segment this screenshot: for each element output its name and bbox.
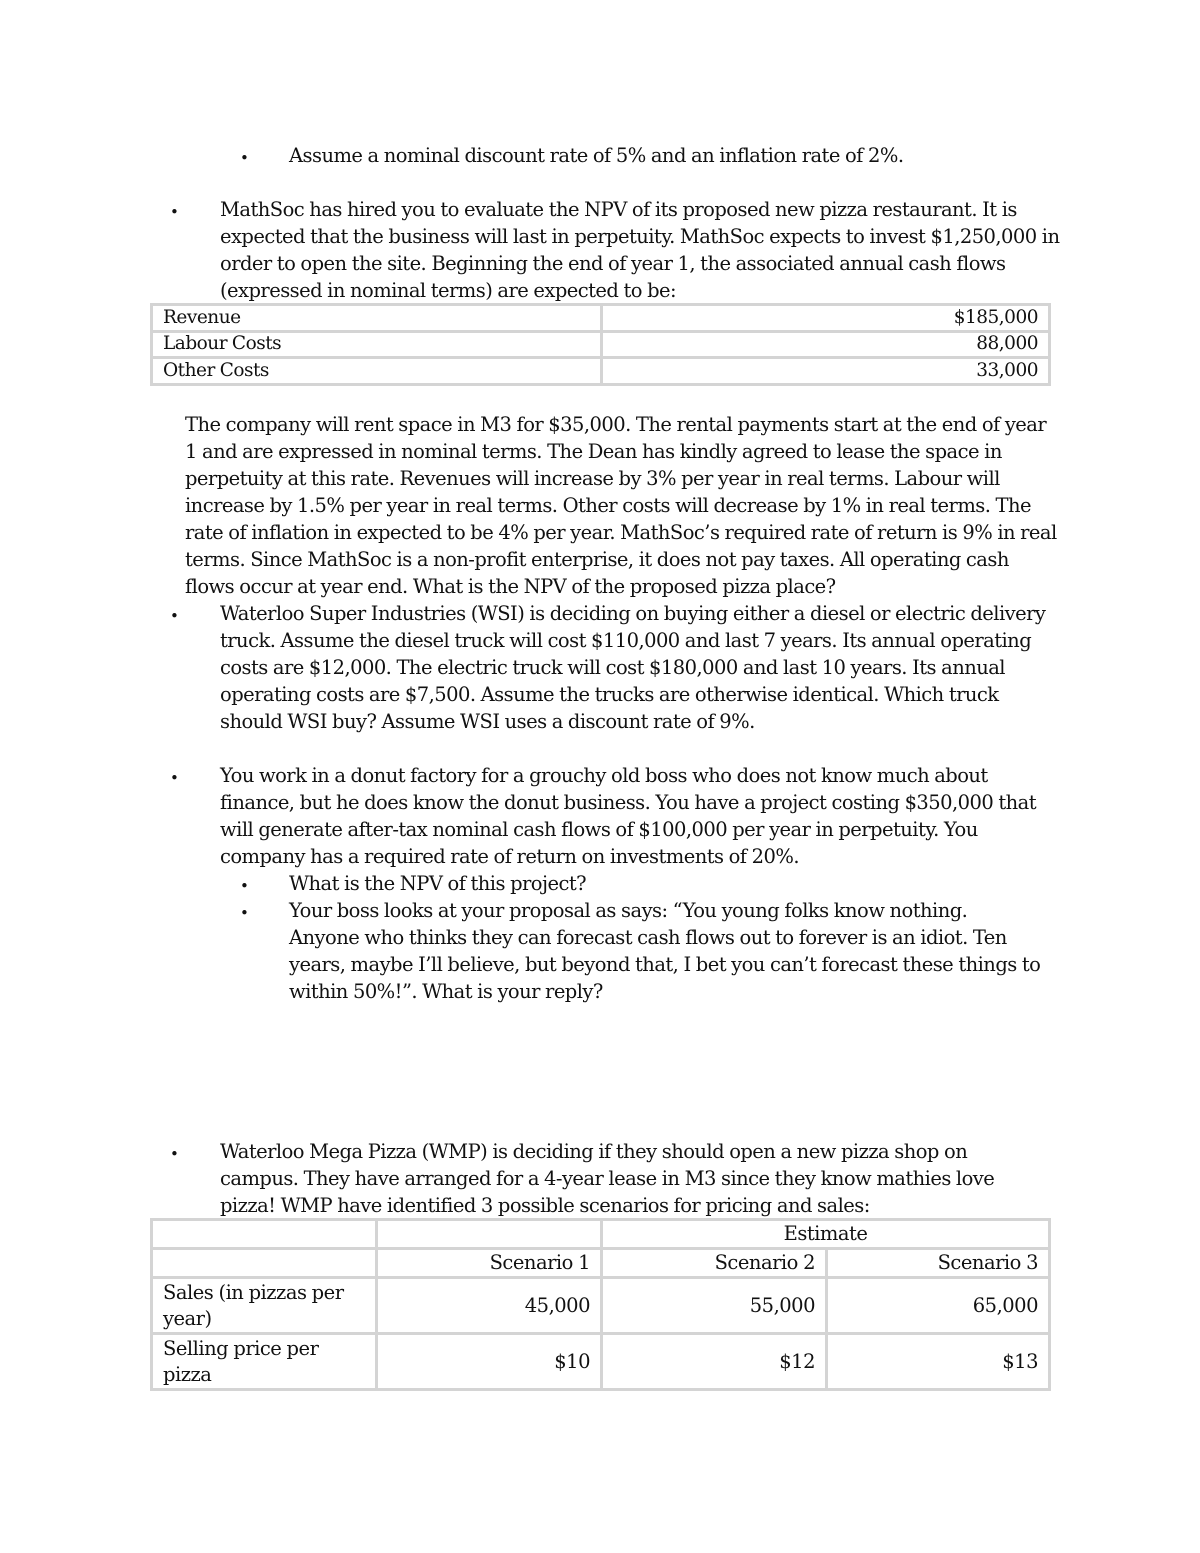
text-line: years, maybe I’ll believe, but beyond that, I bet you can’t forecast these things to: [289, 953, 1041, 976]
estimate-header: Estimate: [602, 1220, 1050, 1249]
text-line: perpetuity at this rate. Revenues will increase by 3% per year in real terms. Labour will: [185, 467, 1000, 490]
wmp-question: [220, 1138, 994, 1219]
text-line: Anyone who thinks they can forecast cash flows out to forever is an idiot. Ten: [289, 926, 1007, 949]
table-row: [152, 358, 1050, 385]
table-cell-value: $12: [602, 1334, 827, 1390]
text-line: flows occur at year end. What is the NPV of the proposed pizza place?: [185, 575, 836, 598]
bullet-icon: •: [170, 769, 179, 787]
text-line: Your boss looks at your proposal as says: “You young folks know nothing.: [289, 899, 968, 922]
scenario-header: Scenario 3: [827, 1249, 1050, 1278]
mathsoc-question-intro: [220, 196, 1059, 304]
bullet-icon: •: [170, 1145, 179, 1163]
text-line: Waterloo Mega Pizza (WMP) is deciding if they should open a new pizza shop on: [220, 1140, 968, 1163]
scenario-header: Scenario 2: [602, 1249, 827, 1278]
table-cell-label: Labour Costs: [152, 331, 602, 358]
text-line: pizza! WMP have identified 3 possible scenarios for pricing and sales:: [220, 1194, 870, 1217]
table-cell-label: Other Costs: [152, 358, 602, 385]
table-cell-value: 33,000: [602, 358, 1050, 385]
text-line: finance, but he does know the donut business. You have a project costing $350,000 that: [220, 791, 1037, 814]
table-row: [152, 1278, 1050, 1334]
label-line: year): [163, 1306, 212, 1330]
text-line: costs are $12,000. The electric truck will cost $180,000 and last 10 years. Its annual: [220, 656, 1005, 679]
text-line: (expressed in nominal terms) are expected to be:: [220, 279, 677, 302]
table-cell-value: 45,000: [377, 1278, 602, 1334]
scenario-table: [150, 1218, 1051, 1391]
text-line: terms. Since MathSoc is a non-profit enterprise, it does not pay taxes. All operating cash: [185, 548, 1009, 571]
label-line: Selling price per: [163, 1336, 319, 1360]
table-row: [152, 1220, 1050, 1249]
table-row: [152, 305, 1050, 332]
text-line: order to open the site. Beginning the end of year 1, the associated annual cash flows: [220, 252, 1006, 275]
table-cell-empty: [152, 1220, 377, 1249]
donut-subquestion-reply: [289, 897, 1040, 1005]
cash-flow-table: [150, 303, 1051, 386]
text-line: increase by 1.5% per year in real terms. Other costs will decrease by 1% in real terms. The: [185, 494, 1031, 517]
table-row: [152, 1249, 1050, 1278]
table-cell-empty: [377, 1220, 602, 1249]
bullet-icon: •: [240, 877, 249, 895]
table-row: [152, 331, 1050, 358]
text-line: MathSoc has hired you to evaluate the NPV of its proposed new pizza restaurant. It is: [220, 198, 1017, 221]
table-cell-value: 55,000: [602, 1278, 827, 1334]
mathsoc-question-details: [185, 411, 1057, 600]
text-line: truck. Assume the diesel truck will cost $110,000 and last 7 years. Its annual operating: [220, 629, 1032, 652]
text-line: company has a required rate of return on investments of 20%.: [220, 845, 799, 868]
donut-subquestion-npv: [289, 870, 586, 897]
text-line: 1 and are expressed in nominal terms. The Dean has kindly agreed to lease the space in: [185, 440, 1002, 463]
label-line: Sales (in pizzas per: [163, 1280, 344, 1304]
label-line: pizza: [163, 1362, 212, 1386]
scenario-header: Scenario 1: [377, 1249, 602, 1278]
bullet-icon: •: [240, 149, 249, 167]
table-cell-empty: [152, 1249, 377, 1278]
table-cell-value: 88,000: [602, 331, 1050, 358]
text-line: Assume a nominal discount rate of 5% and an inflation rate of 2%.: [289, 144, 904, 167]
bullet-icon: •: [240, 904, 249, 922]
text-line: The company will rent space in M3 for $35,000. The rental payments start at the end of year: [185, 413, 1047, 436]
donut-question: [220, 762, 1036, 870]
bullet-icon: •: [170, 607, 179, 625]
table-cell-value: $185,000: [602, 305, 1050, 332]
text-line: will generate after-tax nominal cash flows of $100,000 per year in perpetuity. You: [220, 818, 978, 841]
table-cell-value: 65,000: [827, 1278, 1050, 1334]
table-row: [152, 1334, 1050, 1390]
text-line: expected that the business will last in perpetuity. MathSoc expects to invest $1,250,000 in: [220, 225, 1060, 248]
text-line: operating costs are $7,500. Assume the trucks are otherwise identical. Which truck: [220, 683, 999, 706]
table-cell-value: $13: [827, 1334, 1050, 1390]
text-line: You work in a donut factory for a grouchy old boss who does not know much about: [220, 764, 988, 787]
table-cell-value: $10: [377, 1334, 602, 1390]
table-cell-label: [152, 1334, 377, 1390]
text-line: campus. They have arranged for a 4-year lease in M3 since they know mathies love: [220, 1167, 995, 1190]
wsi-question: [220, 600, 1045, 735]
bullet-icon: •: [170, 203, 179, 221]
text-line: What is the NPV of this project?: [289, 872, 587, 895]
table-cell-label: [152, 1278, 377, 1334]
text-line: within 50%!”. What is your reply?: [289, 980, 603, 1003]
table-cell-label: Revenue: [152, 305, 602, 332]
text-line: rate of inflation in expected to be 4% per year. MathSoc’s required rate of return is 9% in real: [185, 521, 1057, 544]
text-line: Waterloo Super Industries (WSI) is deciding on buying either a diesel or electric delivery: [220, 602, 1046, 625]
text-line: should WSI buy? Assume WSI uses a discount rate of 9%.: [220, 710, 755, 733]
top-bullet-text: [289, 142, 903, 169]
